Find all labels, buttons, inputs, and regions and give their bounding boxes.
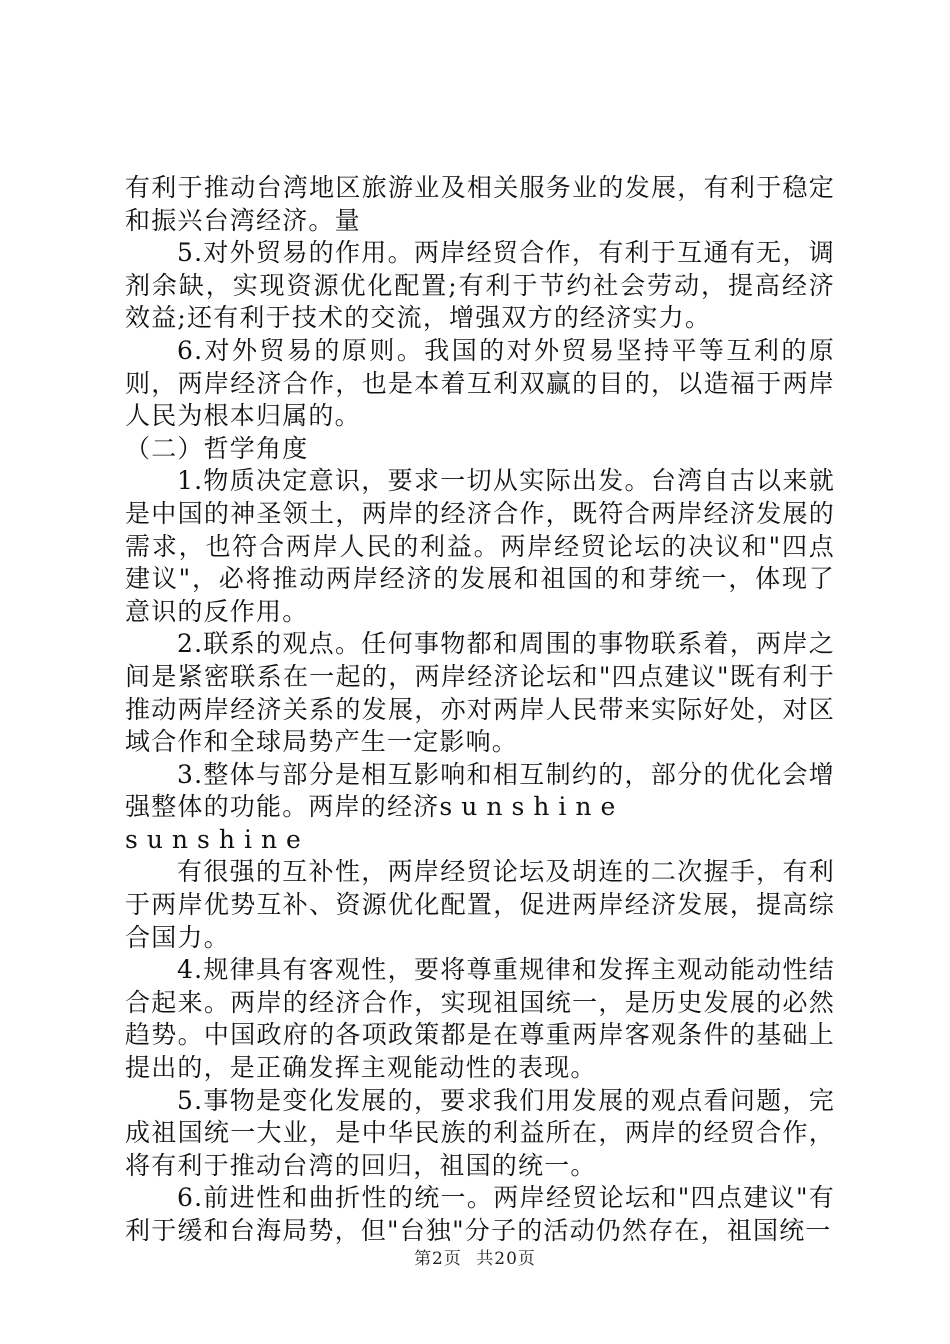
watermark-word-inline: sunshine [439,792,625,822]
document-body [125,172,835,1248]
paragraph-whole-part-text: 3.整体与部分是相互影响和相互制约的，部分的优化会增强整体的功能。两岸的经济 [125,759,835,822]
paragraph-progress-twists: 6.前进性和曲折性的统一。两岸经贸论坛和"四点建议"有利于缓和台海局势，但"台独"分子的活动仍然存在，祖国统一 [125,1183,835,1245]
paragraph-trade-principle: 6.对外贸易的原则。我国的对外贸易坚持平等互利的原则，两岸经济合作，也是本着互利双赢的目的，以造福于两岸人民为根本归属的。 [125,335,835,431]
paragraph-tourism-continuation: 有利于推动台湾地区旅游业及相关服务业的发展，有利于稳定和振兴台湾经济。量 [125,173,835,235]
watermark-word-line: sunshine [125,824,310,854]
paragraph-connection-view: 2.联系的观点。任何事物都和周围的事物联系着，两岸之间是紧密联系在一起的，两岸经济论坛和"四点建议"既有利于推动两岸经济关系的发展，亦对两岸人民带来实际好处，对区域合作和全球局势产生一定影响。 [125,629,835,757]
page-footer [0,1244,950,1269]
paragraph-whole-part [125,759,835,824]
paragraph-complementarity: 有很强的互补性，两岸经贸论坛及胡连的二次握手，有利于两岸优势互补、资源优化配置，促进两岸经济发展，提高综合国力。 [125,857,835,952]
paragraph-development: 5.事物是变化发展的，要求我们用发展的观点看问题，完成祖国统一大业，是中华民族的利益所在，两岸的经贸合作，将有利于推动台湾的回归，祖国的统一。 [125,1085,835,1180]
paragraph-objective-law: 4.规律具有客观性，要将尊重规律和发挥主观动能动性结合起来。两岸的经济合作，实现祖国统一，是历史发展的必然趋势。中国政府的各项政策都是在尊重两岸客观条件的基础上提出的，是正确发挥主观能动性的表现。 [125,955,835,1083]
section-heading-philosophy: （二）哲学角度 [125,433,309,463]
paragraph-matter-consciousness: 1.物质决定意识，要求一切从实际出发。台湾自古以来就是中国的神圣领土，两岸的经济合作，既符合两岸经济发展的需求，也符合两岸人民的利益。两岸经贸论坛的决议和"四点建议"，必将推动两岸经济的发展和祖国的和芽统一，体现了意识的反作用。 [125,466,835,626]
total-pages: 共20页 [476,1249,536,1269]
page-number: 第2页 [414,1249,462,1269]
paragraph-trade-role: 5.对外贸易的作用。两岸经贸合作，有利于互通有无，调剂余缺，实现资源优化配置;有利于节约社会劳动，提高经济效益;还有利于技术的交流，增强双方的经济实力。 [125,238,835,333]
